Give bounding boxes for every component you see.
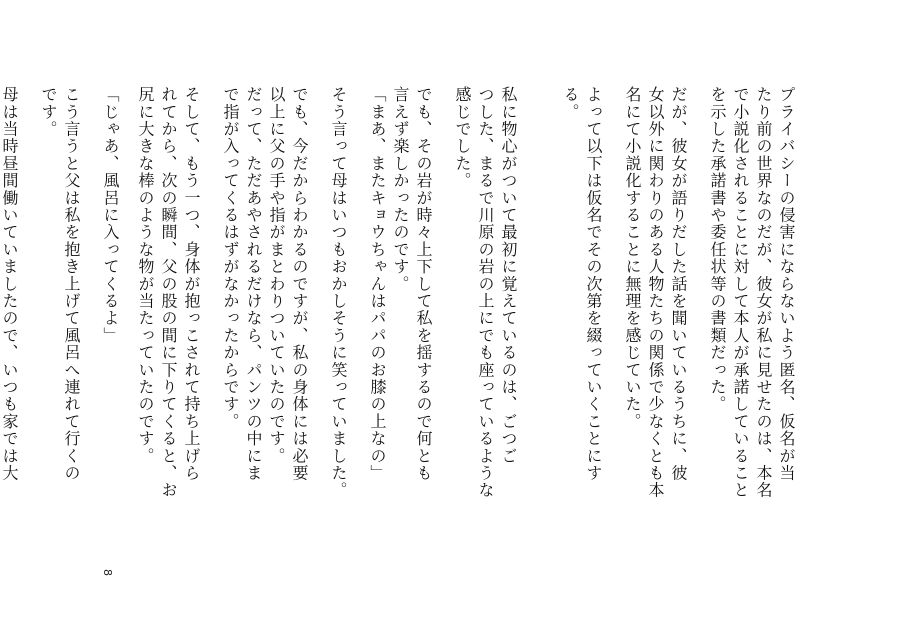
dialogue-line: 「じゃあ、風呂に入ってくるよ」	[101, 86, 120, 344]
text-line: れてから、次の瞬間、父の股の間に下りてくると、お	[159, 86, 178, 499]
section-break	[536, 86, 559, 566]
text-line: こう言うと父は私を抱き上げて風呂へ連れて行くの	[62, 86, 81, 482]
text-line: で小説化されることに対して本人が承諾していること	[731, 86, 750, 499]
text-line: で指が入ってくるはずがなかったからです。	[221, 86, 240, 430]
text-line: 名にて小説化することに無理を感じていた。	[623, 86, 642, 430]
text-line: を示した承諾書や委任状等の書類だった。	[708, 86, 727, 413]
text-line: プライバシーの侵害にならないよう匿名、仮名が当	[777, 86, 796, 482]
dialogue-line: 「まあ、またキョウちゃんはパパのお膝の上なの」	[368, 86, 387, 482]
text-line: 母は当時昼間働いていましたので、いつも家では大	[0, 86, 19, 482]
text-line: です。	[39, 86, 58, 138]
text-line: 尻に大きな棒のような物が当たっていたのです。	[136, 86, 155, 465]
text-line: たり前の世界なのだが、彼女が私に見せたのは、本名	[754, 86, 773, 499]
text-line: 私に物心がついて最初に覚えているのは、ごつご	[499, 86, 518, 465]
text-line: そして、もう一つ、身体が抱っこされて持ち上げら	[182, 86, 201, 482]
text-line: だって、ただあやされるだけなら、パンツの中にま	[244, 86, 263, 482]
vertical-text-body	[0, 86, 814, 566]
text-line: 女以外に関わりのある人物たちの関係で少なくとも本	[646, 86, 665, 499]
text-line: 感じでした。	[453, 86, 472, 190]
text-line: そう言って母はいつもおかしそうに笑っていました。	[329, 86, 348, 499]
page-number: 8	[101, 569, 114, 576]
text-line: だが、彼女が語りだした話を聞いているうちに、彼	[669, 86, 688, 482]
paragraph-gap	[122, 86, 134, 566]
text-line: 以上に父の手や指がまとわりついていたのです。	[267, 86, 286, 465]
text-line: る。	[561, 86, 580, 121]
text-line: でも、今だからわかるのですが、私の身体には必要	[290, 86, 309, 482]
text-line: よって以下は仮名でその次第を綴っていくことにす	[584, 86, 603, 482]
text-line: つした、まるで川原の岩の上にでも座っているような	[476, 86, 495, 499]
text-line: でも、その岩が時々上下して私を揺するので何とも	[414, 86, 433, 482]
text-line: 言えず楽しかったのです。	[391, 86, 410, 293]
